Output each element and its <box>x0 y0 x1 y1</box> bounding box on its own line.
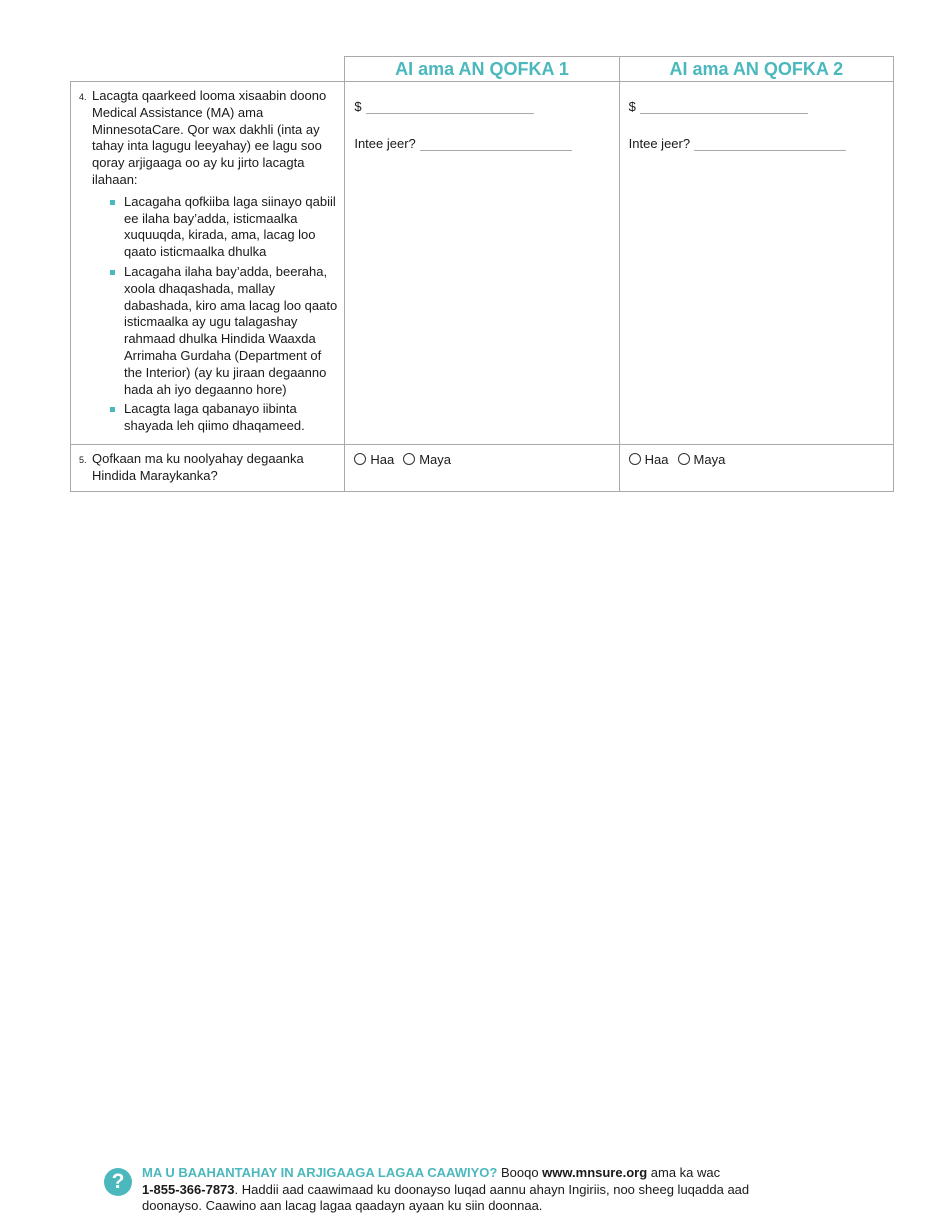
person2-frequency-field[interactable] <box>694 136 846 151</box>
question5-text: Qofkaan ma ku noolyahay degaanka Hindida Maraykanka? <box>92 450 304 483</box>
question4-cell <box>71 82 345 445</box>
person1-yes-radio[interactable]: Haa <box>354 452 394 467</box>
person2-no-radio[interactable]: Maya <box>678 452 726 467</box>
person1-no-radio[interactable]: Maya <box>403 452 451 467</box>
person1-frequency-field[interactable] <box>420 136 572 151</box>
dollar-label: $ <box>354 99 362 114</box>
radio-circle-icon <box>403 453 415 465</box>
bullet-item: Lacagaha ilaha bay’adda, beeraha, xoola dhaqashada, mallay dabashada, kiro ama lacag loo qaato isticmaalka ay ugu talagashay rahmaad dhulka Hindida Waaxda Arrimaha Gurdaha (Department of the Interior) (ay ku jiraan degaanno hada ah iyo degaanno hore) <box>110 264 338 398</box>
header-blank <box>71 57 345 82</box>
question4-text: Lacagta qaarkeed looma xisaabin doono Medical Assistance (MA) ama MinnesotaCare. Qor wax dakhli (inta ay tahay inta lagugu leeyahay) ee lagu soo qoray arjigaaga oo ay ku jirto lacagta ilahaan: <box>92 88 327 187</box>
person1-header: AI ama AN QOFKA 1 <box>345 57 619 82</box>
question-icon: ? <box>104 1168 132 1196</box>
person1-amount-field[interactable] <box>366 99 534 114</box>
person2-yes-radio[interactable]: Haa <box>629 452 669 467</box>
question5-row <box>71 444 894 491</box>
question4-bullet-list <box>92 194 338 435</box>
question5-cell <box>71 444 345 491</box>
question4-number: 4. <box>79 92 87 102</box>
person2-income-cell <box>619 82 893 445</box>
person1-tribal-cell <box>345 444 619 491</box>
dollar-label: $ <box>628 99 636 114</box>
phone-number[interactable]: 1-855-366-7873 <box>142 1181 235 1197</box>
bullet-item: Lacagta laga qabanayo iibinta shayada leh qiimo dhaqameed. <box>110 401 338 435</box>
person1-income-cell <box>345 82 619 445</box>
help-heading: MA U BAAHANTAHAY IN ARJIGAAGA LAGAA CAAWIYO? <box>142 1165 498 1180</box>
income-form-table <box>70 56 894 492</box>
person2-amount-field[interactable] <box>640 99 808 114</box>
question4-row <box>71 82 894 445</box>
bullet-square-icon <box>110 270 115 275</box>
person2-tribal-cell <box>619 444 893 491</box>
frequency-label: Intee jeer? <box>628 136 691 151</box>
radio-circle-icon <box>354 453 366 465</box>
bullet-square-icon <box>110 407 115 412</box>
frequency-label: Intee jeer? <box>354 136 416 151</box>
radio-circle-icon <box>629 453 641 465</box>
question5-number: 5. <box>79 454 87 465</box>
radio-circle-icon <box>678 453 690 465</box>
header-row <box>71 57 894 82</box>
bullet-item: Lacagaha qofkiiba laga siinayo qabiil ee ilaha bay’adda, isticmaalka xuquuqda, kirada, ama, lacag loo qaato isticmaalka dhulka <box>110 194 338 261</box>
help-text: MA U BAAHANTAHAY IN ARJIGAAGA LAGAA CAAWIYO? Booqo www.mnsure.org ama ka wac 1-855-366-7873. Haddii aad caawimaad ku doonayso luqad aannu ahayn Ingiriis, noo sheeg luqadda aad doonayso. Caawino aan lacag lagaa qaadayn ayaan ku siin doonnaa. <box>142 1165 750 1213</box>
person2-header: AI ama AN QOFKA 2 <box>619 57 893 82</box>
bullet-square-icon <box>110 200 115 205</box>
website-link[interactable]: www.mnsure.org <box>542 1165 648 1180</box>
help-footer <box>104 1165 794 1215</box>
